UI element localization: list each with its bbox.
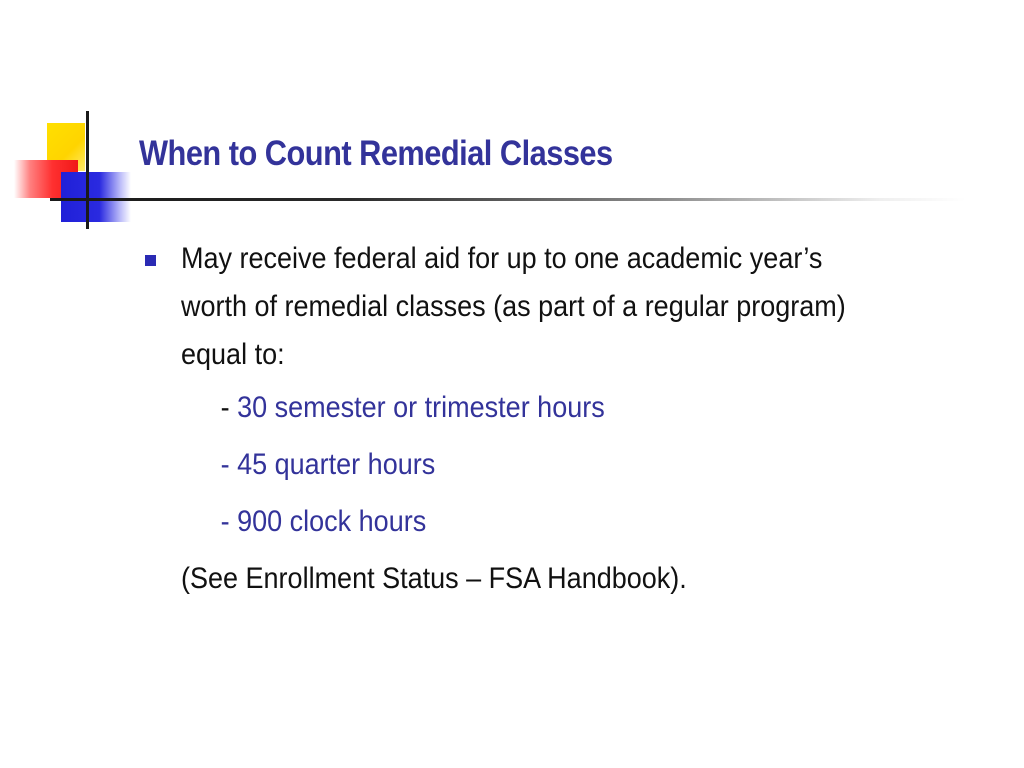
sub-item-text: - 900 clock hours xyxy=(220,505,427,538)
sub-item-text: - 45 quarter hours xyxy=(220,448,436,481)
sub-item-clock-hours xyxy=(181,493,923,550)
decorative-logo xyxy=(0,0,160,240)
title-underline xyxy=(86,198,966,201)
sub-item-semester-hours xyxy=(181,379,923,436)
slide-content xyxy=(145,235,1005,607)
bullet-line-2: worth of remedial classes (as part of a regular program) xyxy=(181,290,846,323)
bullet-line-1: May receive federal aid for up to one academic year’s xyxy=(181,242,823,275)
bullet-item xyxy=(145,235,1005,607)
logo-vertical-line xyxy=(86,111,89,229)
bullet-line-3: equal to: xyxy=(181,338,285,371)
slide-title: When to Count Remedial Classes xyxy=(139,134,613,173)
sub-item-dash: - xyxy=(220,391,238,424)
handbook-note: (See Enrollment Status – FSA Handbook). xyxy=(181,562,687,595)
sub-item-text: 30 semester or trimester hours xyxy=(237,391,605,424)
sub-item-quarter-hours xyxy=(181,436,923,493)
square-bullet-icon xyxy=(145,255,156,266)
blue-square-shape xyxy=(61,172,131,222)
